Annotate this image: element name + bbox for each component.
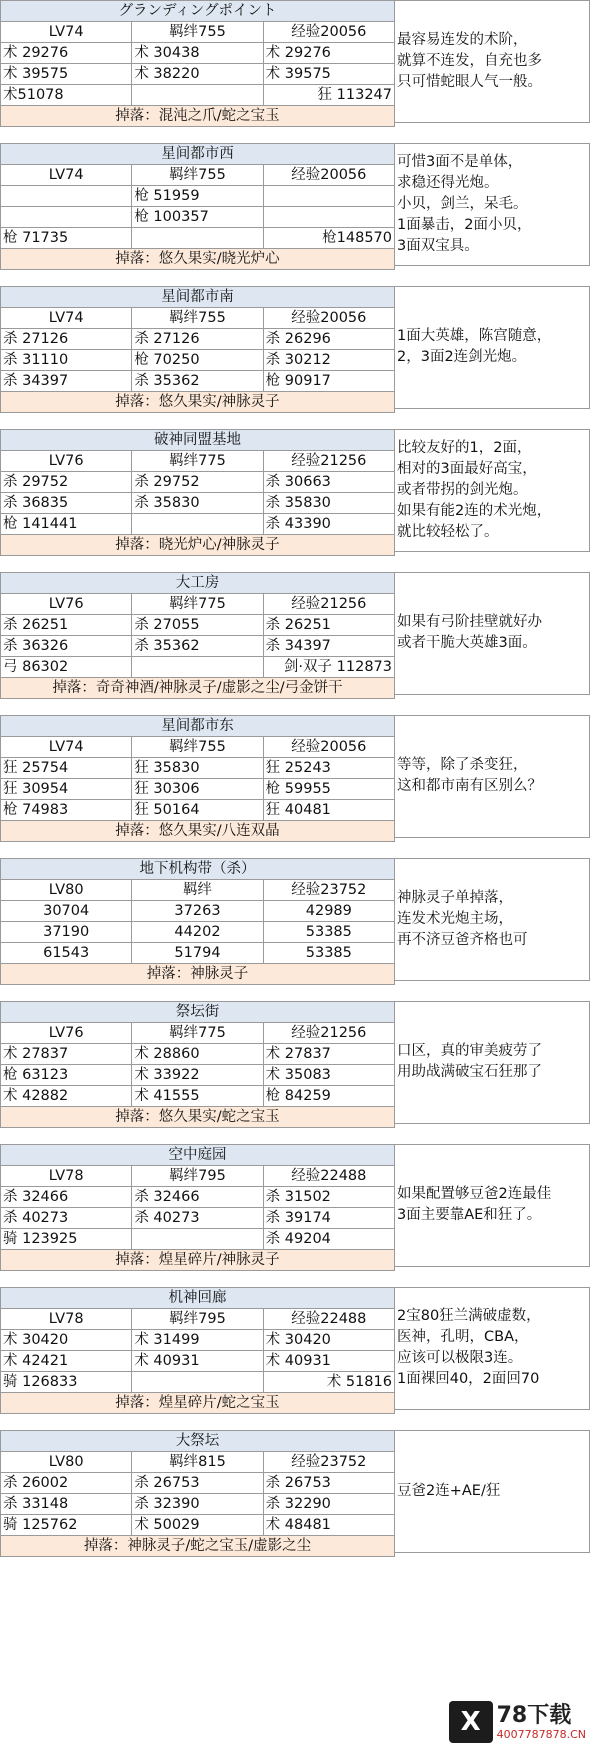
enemy-hp-cell: 61543 bbox=[1, 943, 132, 964]
strategy-note-text: 2宝80狂兰满破虚数， 医神，孔明，CBA， 应该可以极限3连。 1面裸回40，2面回70 bbox=[397, 1308, 541, 1388]
exp-cell: 经验20056 bbox=[263, 737, 394, 758]
drop-row: 掉落：晓光炉心/神脉灵子 bbox=[1, 535, 395, 556]
strategy-note-text: 神脉灵子单掉落， 连发术光炮主场， 再不济豆爸齐格也可 bbox=[397, 889, 528, 948]
enemy-hp-cell: 杀 32466 bbox=[1, 1187, 132, 1208]
enemy-hp-cell: 弓 86302 bbox=[1, 657, 132, 678]
drop-row: 掉落：煌星碎片/蛇之宝玉 bbox=[1, 1393, 395, 1414]
enemy-hp-cell: 杀 26251 bbox=[1, 615, 132, 636]
enemy-hp-cell: 杀 27055 bbox=[132, 615, 263, 636]
enemy-hp-cell: 狂 25243 bbox=[263, 758, 394, 779]
enemy-hp-cell: 44202 bbox=[132, 922, 263, 943]
drop-row: 掉落：悠久果实/蛇之宝玉 bbox=[1, 1107, 395, 1128]
stage-table bbox=[0, 0, 395, 127]
enemy-hp-cell: 枪 59955 bbox=[263, 779, 394, 800]
bond-cell: 羁绊755 bbox=[132, 737, 263, 758]
enemy-hp-cell: 杀 39174 bbox=[263, 1208, 394, 1229]
strategy-note-text: 可惜3面不是单体， 求稳还得光炮。 小贝，剑兰，呆毛。 1面暴击，2面小贝， 3面双宝具。 bbox=[397, 153, 532, 254]
level-cell: LV78 bbox=[1, 1309, 132, 1330]
enemy-hp-cell bbox=[132, 228, 263, 249]
enemy-hp-cell: 杀 35830 bbox=[132, 493, 263, 514]
enemy-hp-cell: 术 41555 bbox=[132, 1086, 263, 1107]
bond-cell: 羁绊 bbox=[132, 880, 263, 901]
enemy-hp-cell: 37190 bbox=[1, 922, 132, 943]
wave-row bbox=[1, 1208, 395, 1229]
enemy-hp-cell: 术 27837 bbox=[263, 1044, 394, 1065]
bond-cell: 羁绊795 bbox=[132, 1166, 263, 1187]
enemy-hp-cell bbox=[263, 207, 394, 228]
enemy-hp-cell: 杀 32290 bbox=[263, 1494, 394, 1515]
wave-row bbox=[1, 1515, 395, 1536]
enemy-hp-cell: 杀 40273 bbox=[132, 1208, 263, 1229]
enemy-hp-cell: 53385 bbox=[263, 943, 394, 964]
stage-title: 大祭坛 bbox=[1, 1431, 395, 1452]
enemy-hp-cell: 枪 141441 bbox=[1, 514, 132, 535]
enemy-hp-cell: 杀 27126 bbox=[1, 329, 132, 350]
enemy-hp-cell: 枪 100357 bbox=[132, 207, 263, 228]
enemy-hp-cell: 术 29276 bbox=[263, 43, 394, 64]
drop-row: 掉落：奇奇神酒/神脉灵子/虚影之尘/弓金饼干 bbox=[1, 678, 395, 699]
wave-row bbox=[1, 615, 395, 636]
wave-row bbox=[1, 922, 395, 943]
enemy-hp-cell: 杀 27126 bbox=[132, 329, 263, 350]
enemy-hp-cell bbox=[263, 186, 394, 207]
bond-cell: 羁绊775 bbox=[132, 594, 263, 615]
stage-title: 星间都市西 bbox=[1, 144, 395, 165]
stage-title: 大工房 bbox=[1, 573, 395, 594]
enemy-hp-cell: 杀 32466 bbox=[132, 1187, 263, 1208]
enemy-hp-cell bbox=[132, 514, 263, 535]
enemy-hp-cell: 杀 29752 bbox=[1, 472, 132, 493]
watermark-logo: X bbox=[449, 1701, 493, 1743]
stage-table bbox=[0, 286, 395, 413]
stage-table bbox=[0, 1001, 395, 1128]
drop-row: 掉落：神脉灵子 bbox=[1, 964, 395, 985]
bond-cell: 羁绊795 bbox=[132, 1309, 263, 1330]
enemy-hp-cell: 术 29276 bbox=[1, 43, 132, 64]
enemy-hp-cell: 杀 30212 bbox=[263, 350, 394, 371]
enemy-hp-cell: 狂 113247 bbox=[263, 85, 394, 106]
stage-table bbox=[0, 1287, 395, 1414]
exp-cell: 经验20056 bbox=[263, 308, 394, 329]
wave-row bbox=[1, 472, 395, 493]
stage-table bbox=[0, 715, 395, 842]
enemy-hp-cell: 术 30420 bbox=[263, 1330, 394, 1351]
wave-row bbox=[1, 1065, 395, 1086]
enemy-hp-cell: 53385 bbox=[263, 922, 394, 943]
strategy-note bbox=[395, 0, 590, 123]
strategy-note bbox=[395, 1001, 590, 1124]
stage-title: グランディングポイント bbox=[1, 1, 395, 22]
level-cell: LV76 bbox=[1, 1023, 132, 1044]
exp-cell: 经验22488 bbox=[263, 1309, 394, 1330]
wave-row bbox=[1, 779, 395, 800]
stage-title: 星间都市东 bbox=[1, 716, 395, 737]
enemy-hp-cell: 杀 35362 bbox=[132, 371, 263, 392]
enemy-hp-cell: 杀 34397 bbox=[1, 371, 132, 392]
strategy-note-text: 1面大英雄，陈宫随意， 2，3面2连剑光炮。 bbox=[397, 328, 552, 366]
enemy-hp-cell: 术 51816 bbox=[263, 1372, 394, 1393]
enemy-hp-cell: 杀 33148 bbox=[1, 1494, 132, 1515]
bond-cell: 羁绊815 bbox=[132, 1452, 263, 1473]
enemy-hp-cell: 术 42882 bbox=[1, 1086, 132, 1107]
enemy-hp-cell: 术 39575 bbox=[1, 64, 132, 85]
stage-title: 机神回廊 bbox=[1, 1288, 395, 1309]
exp-cell: 经验23752 bbox=[263, 1452, 394, 1473]
level-cell: LV76 bbox=[1, 451, 132, 472]
enemy-hp-cell: 杀 26753 bbox=[132, 1473, 263, 1494]
stage-table bbox=[0, 143, 395, 270]
stage-table bbox=[0, 429, 395, 556]
level-cell: LV80 bbox=[1, 880, 132, 901]
wave-row bbox=[1, 207, 395, 228]
enemy-hp-cell: 术 48481 bbox=[263, 1515, 394, 1536]
strategy-note bbox=[395, 858, 590, 981]
enemy-hp-cell: 枪148570 bbox=[263, 228, 394, 249]
exp-cell: 经验21256 bbox=[263, 451, 394, 472]
wave-row bbox=[1, 228, 395, 249]
enemy-hp-cell: 杀 26002 bbox=[1, 1473, 132, 1494]
stage-title: 空中庭园 bbox=[1, 1145, 395, 1166]
strategy-note bbox=[395, 286, 590, 409]
enemy-hp-cell: 杀 26296 bbox=[263, 329, 394, 350]
wave-row bbox=[1, 64, 395, 85]
drop-row: 掉落：悠久果实/晓光炉心 bbox=[1, 249, 395, 270]
enemy-hp-cell: 术 33922 bbox=[132, 1065, 263, 1086]
strategy-note-text: 最容易连发的术阶， 就算不连发，自充也多 只可惜蛇眼人气一般。 bbox=[397, 31, 542, 90]
enemy-hp-cell bbox=[132, 657, 263, 678]
wave-row bbox=[1, 1330, 395, 1351]
stage-table bbox=[0, 572, 395, 699]
level-cell: LV74 bbox=[1, 165, 132, 186]
enemy-hp-cell: 骑 126833 bbox=[1, 1372, 132, 1393]
enemy-hp-cell: 术 27837 bbox=[1, 1044, 132, 1065]
enemy-hp-cell bbox=[1, 186, 132, 207]
enemy-hp-cell: 杀 36835 bbox=[1, 493, 132, 514]
strategy-note bbox=[395, 715, 590, 838]
enemy-hp-cell: 42989 bbox=[263, 901, 394, 922]
wave-row bbox=[1, 1372, 395, 1393]
strategy-note-text: 豆爸2连+AE/狂 bbox=[397, 1482, 501, 1499]
wave-row bbox=[1, 493, 395, 514]
enemy-hp-cell: 术 40931 bbox=[132, 1351, 263, 1372]
watermark-title: 78下载 bbox=[496, 1702, 572, 1728]
stage-title: 破神同盟基地 bbox=[1, 430, 395, 451]
level-cell: LV74 bbox=[1, 22, 132, 43]
site-watermark bbox=[449, 1701, 586, 1743]
enemy-hp-cell: 枪 90917 bbox=[263, 371, 394, 392]
enemy-hp-cell: 37263 bbox=[132, 901, 263, 922]
enemy-hp-cell: 30704 bbox=[1, 901, 132, 922]
drop-row: 掉落：神脉灵子/蛇之宝玉/虚影之尘 bbox=[1, 1536, 395, 1557]
enemy-hp-cell: 枪 70250 bbox=[132, 350, 263, 371]
bond-cell: 羁绊775 bbox=[132, 1023, 263, 1044]
wave-row bbox=[1, 901, 395, 922]
enemy-hp-cell: 术 31499 bbox=[132, 1330, 263, 1351]
enemy-hp-cell: 狂 40481 bbox=[263, 800, 394, 821]
enemy-hp-cell: 枪 51959 bbox=[132, 186, 263, 207]
enemy-hp-cell: 杀 30663 bbox=[263, 472, 394, 493]
enemy-hp-cell: 杀 31110 bbox=[1, 350, 132, 371]
enemy-hp-cell: 杀 31502 bbox=[263, 1187, 394, 1208]
wave-row bbox=[1, 800, 395, 821]
enemy-hp-cell bbox=[1, 207, 132, 228]
drop-row: 掉落：悠久果实/神脉灵子 bbox=[1, 392, 395, 413]
enemy-hp-cell bbox=[132, 85, 263, 106]
stage-table bbox=[0, 1430, 395, 1557]
level-cell: LV78 bbox=[1, 1166, 132, 1187]
enemy-hp-cell: 术 38220 bbox=[132, 64, 263, 85]
enemy-hp-cell: 狂 35830 bbox=[132, 758, 263, 779]
wave-row bbox=[1, 1086, 395, 1107]
stage-title: 地下机构带（杀） bbox=[1, 859, 395, 880]
wave-row bbox=[1, 186, 395, 207]
wave-row bbox=[1, 350, 395, 371]
enemy-hp-cell: 杀 40273 bbox=[1, 1208, 132, 1229]
drop-row: 掉落：混沌之爪/蛇之宝玉 bbox=[1, 106, 395, 127]
enemy-hp-cell: 剑·双子 112873 bbox=[263, 657, 394, 678]
enemy-hp-cell: 杀 36326 bbox=[1, 636, 132, 657]
level-cell: LV80 bbox=[1, 1452, 132, 1473]
stage-table bbox=[0, 1144, 395, 1271]
wave-row bbox=[1, 85, 395, 106]
enemy-hp-cell: 骑 123925 bbox=[1, 1229, 132, 1250]
exp-cell: 经验21256 bbox=[263, 1023, 394, 1044]
wave-row bbox=[1, 1044, 395, 1065]
strategy-note-text: 如果有弓阶挂壁就好办 或者干脆大英雄3面。 bbox=[397, 614, 542, 652]
drop-row: 掉落：煌星碎片/神脉灵子 bbox=[1, 1250, 395, 1271]
strategy-note bbox=[395, 429, 590, 552]
enemy-hp-cell: 术 39575 bbox=[263, 64, 394, 85]
bond-cell: 羁绊755 bbox=[132, 308, 263, 329]
strategy-note bbox=[395, 143, 590, 266]
enemy-hp-cell: 杀 26251 bbox=[263, 615, 394, 636]
strategy-note-text: 如果配置够豆爸2连最佳 3面主要靠AE和狂了。 bbox=[397, 1186, 552, 1224]
strategy-note bbox=[395, 1287, 590, 1410]
level-cell: LV74 bbox=[1, 308, 132, 329]
enemy-hp-cell bbox=[132, 1229, 263, 1250]
bond-cell: 羁绊775 bbox=[132, 451, 263, 472]
wave-row bbox=[1, 636, 395, 657]
enemy-hp-cell: 术 30420 bbox=[1, 1330, 132, 1351]
wave-row bbox=[1, 1494, 395, 1515]
bond-cell: 羁绊755 bbox=[132, 22, 263, 43]
wave-row bbox=[1, 1351, 395, 1372]
enemy-hp-cell: 枪 63123 bbox=[1, 1065, 132, 1086]
enemy-hp-cell: 术 50029 bbox=[132, 1515, 263, 1536]
enemy-hp-cell: 狂 30954 bbox=[1, 779, 132, 800]
enemy-hp-cell: 杀 43390 bbox=[263, 514, 394, 535]
watermark-url: 4007787878.CN bbox=[496, 1727, 586, 1741]
strategy-note-text: 等等，除了杀变狂， 这和都市南有区别么？ bbox=[397, 757, 542, 795]
wave-row bbox=[1, 1187, 395, 1208]
enemy-hp-cell: 术 40931 bbox=[263, 1351, 394, 1372]
enemy-hp-cell: 杀 35362 bbox=[132, 636, 263, 657]
exp-cell: 经验21256 bbox=[263, 594, 394, 615]
enemy-hp-cell: 狂 50164 bbox=[132, 800, 263, 821]
exp-cell: 经验22488 bbox=[263, 1166, 394, 1187]
enemy-hp-cell: 杀 29752 bbox=[132, 472, 263, 493]
enemy-hp-cell: 枪 71735 bbox=[1, 228, 132, 249]
enemy-hp-cell: 杀 34397 bbox=[263, 636, 394, 657]
enemy-hp-cell: 术51078 bbox=[1, 85, 132, 106]
strategy-note bbox=[395, 1430, 590, 1553]
wave-row bbox=[1, 1473, 395, 1494]
enemy-hp-cell: 术 28860 bbox=[132, 1044, 263, 1065]
wave-row bbox=[1, 329, 395, 350]
enemy-hp-cell: 术 30438 bbox=[132, 43, 263, 64]
strategy-note-text: 比较友好的1，2面， 相对的3面最好高宝， 或者带拐的剑光炮。 如果有能2连的术光炮， 就比较轻松了。 bbox=[397, 439, 552, 540]
exp-cell: 经验20056 bbox=[263, 22, 394, 43]
wave-row bbox=[1, 758, 395, 779]
enemy-hp-cell: 枪 84259 bbox=[263, 1086, 394, 1107]
enemy-hp-cell: 术 42421 bbox=[1, 1351, 132, 1372]
strategy-note-text: 口区，真的审美疲劳了 用助战满破宝石狂那了 bbox=[397, 1043, 542, 1081]
enemy-hp-cell: 51794 bbox=[132, 943, 263, 964]
enemy-hp-cell: 骑 125762 bbox=[1, 1515, 132, 1536]
bond-cell: 羁绊755 bbox=[132, 165, 263, 186]
wave-row bbox=[1, 43, 395, 64]
exp-cell: 经验20056 bbox=[263, 165, 394, 186]
stage-title: 祭坛街 bbox=[1, 1002, 395, 1023]
stage-title: 星间都市南 bbox=[1, 287, 395, 308]
enemy-hp-cell: 术 35083 bbox=[263, 1065, 394, 1086]
wave-row bbox=[1, 657, 395, 678]
enemy-hp-cell: 狂 30306 bbox=[132, 779, 263, 800]
strategy-note bbox=[395, 572, 590, 695]
enemy-hp-cell: 杀 26753 bbox=[263, 1473, 394, 1494]
wave-row bbox=[1, 514, 395, 535]
enemy-hp-cell: 杀 35830 bbox=[263, 493, 394, 514]
enemy-hp-cell bbox=[132, 1372, 263, 1393]
exp-cell: 经验23752 bbox=[263, 880, 394, 901]
strategy-note bbox=[395, 1144, 590, 1267]
stage-table bbox=[0, 858, 395, 985]
wave-row bbox=[1, 1229, 395, 1250]
wave-row bbox=[1, 943, 395, 964]
drop-row: 掉落：悠久果实/八连双晶 bbox=[1, 821, 395, 842]
enemy-hp-cell: 杀 49204 bbox=[263, 1229, 394, 1250]
wave-row bbox=[1, 371, 395, 392]
enemy-hp-cell: 杀 32390 bbox=[132, 1494, 263, 1515]
level-cell: LV74 bbox=[1, 737, 132, 758]
level-cell: LV76 bbox=[1, 594, 132, 615]
enemy-hp-cell: 枪 74983 bbox=[1, 800, 132, 821]
enemy-hp-cell: 狂 25754 bbox=[1, 758, 132, 779]
